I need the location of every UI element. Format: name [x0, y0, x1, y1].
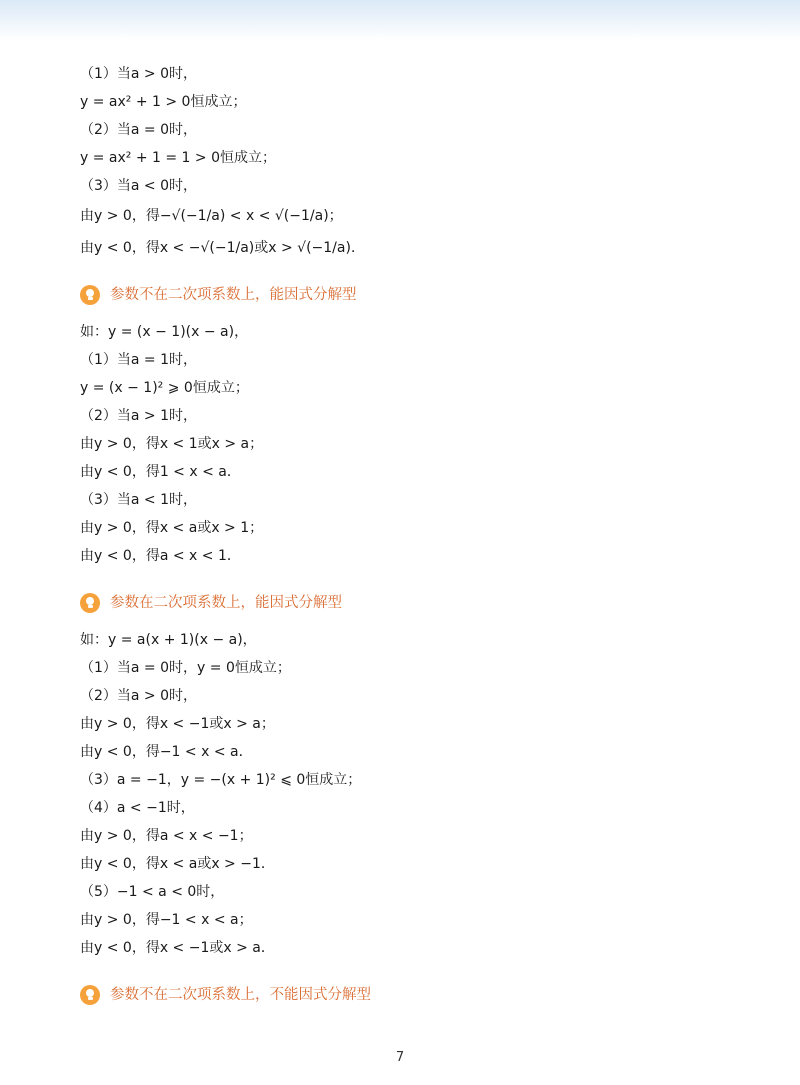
section-factorable [80, 318, 740, 570]
section-heading-text: 参数不在二次项系数上，能因式分解型 [110, 287, 357, 303]
text-line: 由y > 0，得−1 < x < a； [80, 912, 253, 928]
text-line: 由y < 0，得−1 < x < a． [80, 744, 253, 760]
text-line: （1）当a > 0时， [80, 66, 198, 82]
page-number: 7 [395, 1050, 405, 1065]
section-heading [80, 272, 740, 318]
text-line: 由y > 0，得a < x < −1； [80, 828, 253, 844]
text-line: （3）当a < 0时， [80, 178, 198, 194]
page-content [80, 60, 740, 1018]
text-line: 由y > 0，得−√(−1/a) < x < √(−1/a)； [80, 208, 343, 224]
text-line: 由y > 0，得x < a或x > 1； [80, 520, 264, 536]
text-line: 由y > 0，得x < 1或x > a； [80, 436, 264, 452]
section-coefficient-factorable [80, 626, 740, 962]
header-band [0, 0, 800, 40]
text-line: （1）当a = 0时，y = 0恒成立； [80, 660, 291, 676]
text-line: （2）当a > 0时， [80, 688, 198, 704]
section-heading-text: 参数不在二次项系数上，不能因式分解型 [110, 987, 371, 1003]
text-line: 由y < 0，得x < −1或x > a． [80, 940, 275, 956]
text-line: （3）当a < 1时， [80, 492, 198, 508]
text-line: （5）−1 < a < 0时， [80, 884, 225, 900]
text-line: （4）a < −1时， [80, 800, 195, 816]
lightbulb-icon [80, 593, 100, 613]
section-heading-text: 参数在二次项系数上，能因式分解型 [110, 595, 342, 611]
section-heading [80, 972, 740, 1018]
section-a-gt-0 [80, 60, 740, 264]
text-line: 如：y = (x − 1)(x − a)， [80, 324, 249, 340]
text-line: y = ax² + 1 > 0恒成立； [80, 94, 247, 110]
text-line: （2）当a > 1时， [80, 408, 198, 424]
text-line: 由y < 0，得x < a或x > −1． [80, 856, 275, 872]
text-line: （3）a = −1，y = −(x + 1)² ⩽ 0恒成立； [80, 772, 362, 788]
text-line: y = ax² + 1 = 1 > 0恒成立； [80, 150, 277, 166]
text-line: 如：y = a(x + 1)(x − a)， [80, 632, 257, 648]
text-line: 由y > 0，得x < −1或x > a； [80, 716, 275, 732]
lightbulb-icon [80, 985, 100, 1005]
text-line: y = (x − 1)² ⩾ 0恒成立； [80, 380, 249, 396]
text-line: （2）当a = 0时， [80, 122, 198, 138]
lightbulb-icon [80, 285, 100, 305]
text-line: （1）当a = 1时， [80, 352, 198, 368]
text-line: 由y < 0，得a < x < 1． [80, 548, 241, 564]
text-line: 由y < 0，得x < −√(−1/a)或x > √(−1/a)． [80, 240, 365, 256]
section-heading [80, 580, 740, 626]
text-line: 由y < 0，得1 < x < a． [80, 464, 241, 480]
